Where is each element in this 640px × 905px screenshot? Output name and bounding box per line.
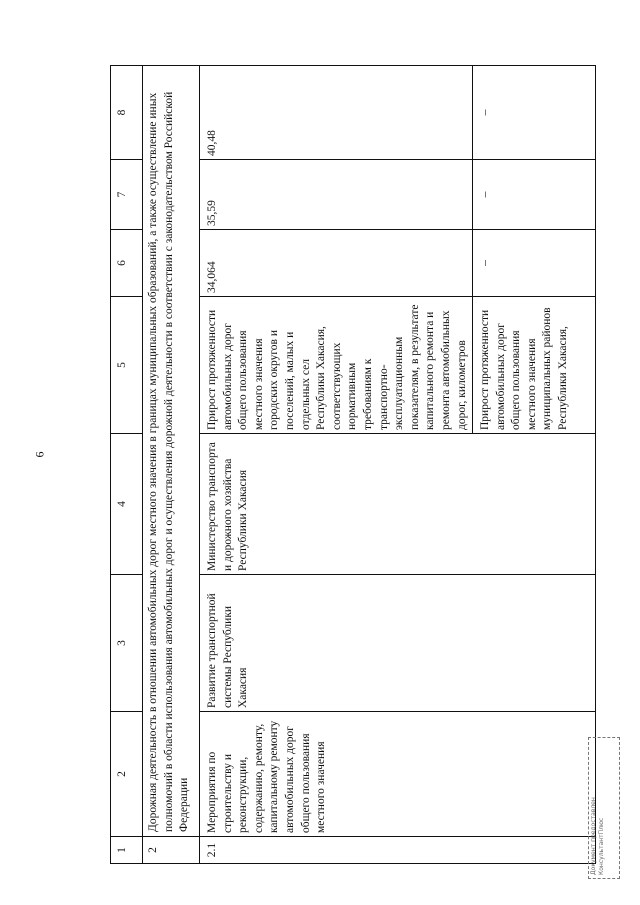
value-2021: – (473, 66, 596, 160)
rotated-table-wrapper (110, 66, 570, 864)
section-row (143, 66, 200, 864)
consultant-stamp (588, 737, 620, 879)
row-number: 2.1 (200, 837, 596, 864)
page-number: 6 (32, 451, 47, 458)
section-title: Дорожная деятельность в отношении автомобильных дорог местного значения в границах муниципальных образований, а также осуществление иных полномочий в области использования автомобильных дорог и осуществления дорожной деятельности в соответствии с законодательством Российской Федерации (143, 66, 200, 837)
header-cell-8: 8 (111, 66, 143, 160)
value-2019: 34,064 (200, 230, 473, 297)
header-cell-2: 2 (111, 712, 143, 837)
value-2020: – (473, 160, 596, 230)
header-cell-1: 1 (111, 837, 143, 864)
header-cell-6: 6 (111, 230, 143, 297)
responsible-cell: Министерство транспорта и дорожного хозяйства Республики Хакасия (200, 434, 596, 575)
header-cell-3: 3 (111, 575, 143, 712)
value-2020: 35,59 (200, 160, 473, 230)
header-cell-5: 5 (111, 297, 143, 434)
value-2021: 40,48 (200, 66, 473, 160)
table-area (110, 66, 570, 864)
header-cell-4: 4 (111, 434, 143, 575)
program-cell: Развитие транспортной системы Республики Хакасия (200, 575, 596, 712)
value-2019: – (473, 230, 596, 297)
activity-cell: Мероприятия по строительству и реконструкции, содержанию, ремонту, капитальному ремонту автомобильных дорог общего пользования местного значения (200, 712, 596, 837)
indicator-cell: Прирост протяженности автомобильных дорог общего пользования местного значения городских округов и поселений, малых и отдельных сел Республики Хакасия, соответствующих нормативным требованиям к транспортно-эксплуатационным показателям, в результате капитального ремонта и ремонта автомобильных дорог, километров (200, 297, 473, 434)
header-row (111, 66, 143, 864)
program-table (110, 65, 596, 864)
section-number: 2 (143, 837, 200, 864)
indicator-cell: Прирост протяженности автомобильных дорог общего пользования местного значения муниципальных районов Республики Хакасия, (473, 297, 596, 434)
table-row (200, 66, 473, 864)
stamp-text: Документ предоставлен КонсультантПлюс (590, 797, 605, 875)
header-cell-7: 7 (111, 160, 143, 230)
